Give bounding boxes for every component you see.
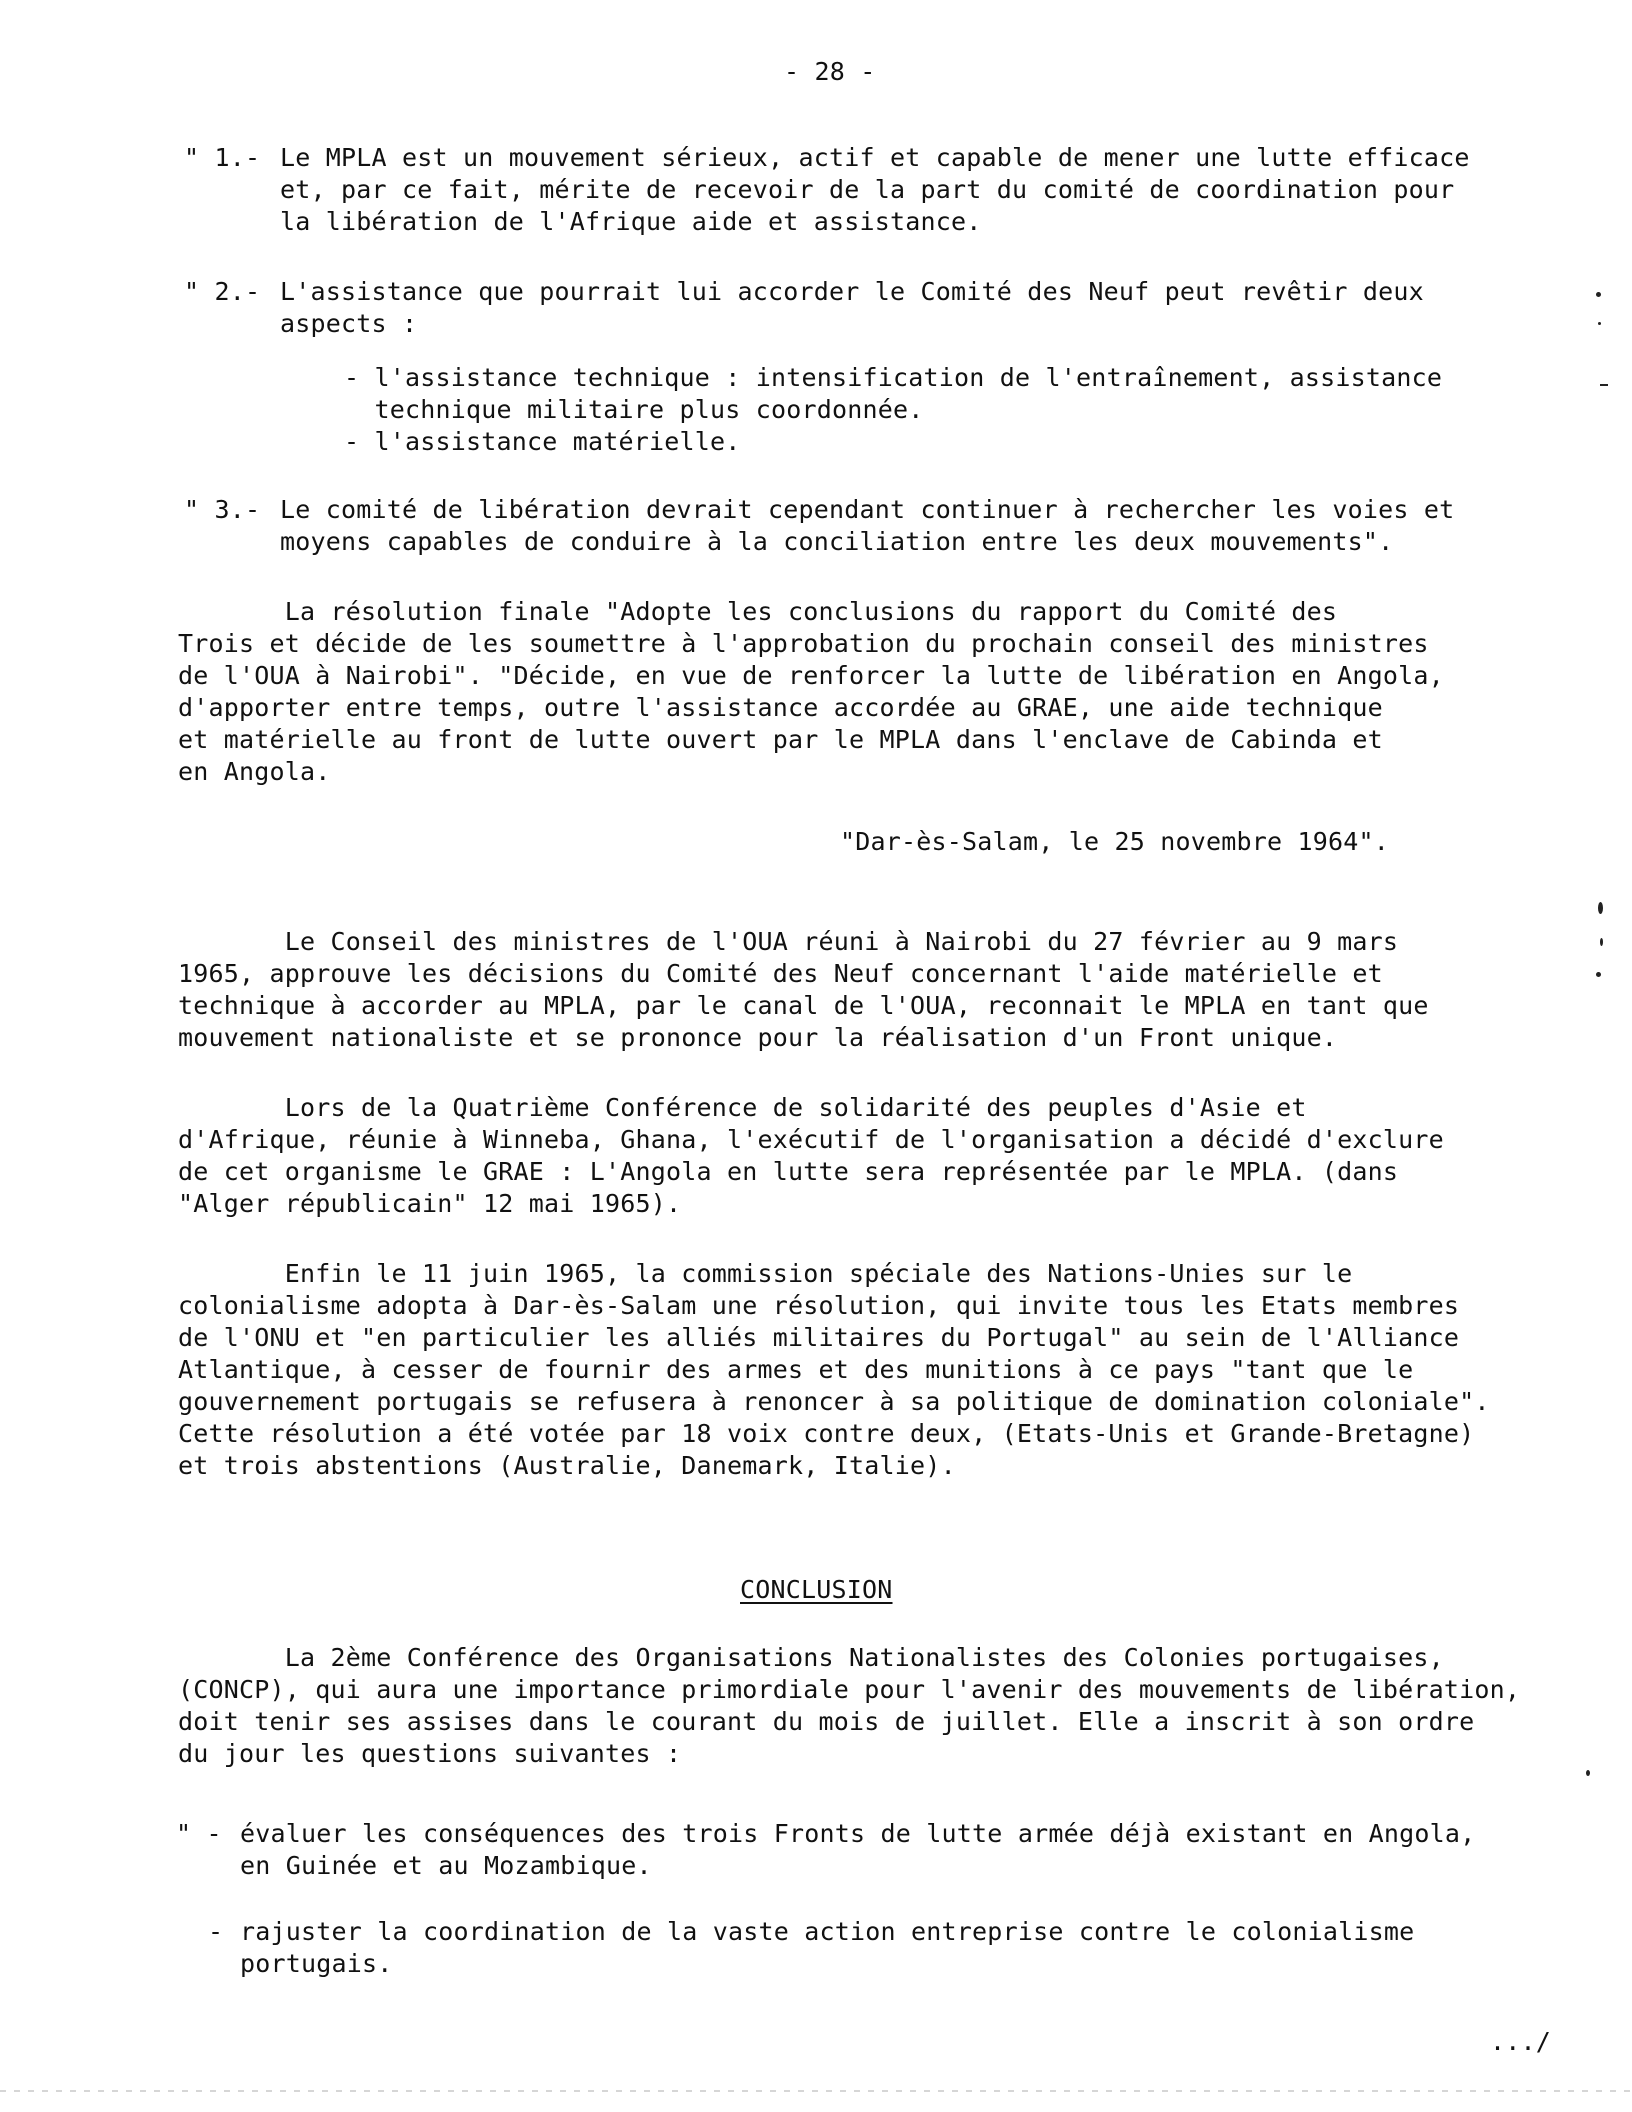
agenda-item-1-line: en Guinée et au Mozambique. (240, 1851, 652, 1880)
quote-item-2-subitem: - l'assistance technique : intensification de l'entraînement, assistance (344, 363, 1443, 392)
quote-item-1-marker: " 1.- (184, 143, 261, 172)
conclusion-heading: CONCLUSION (740, 1575, 893, 1604)
paragraph-line: Trois et décide de les soumettre à l'approbation du prochain conseil des ministres (178, 629, 1429, 658)
quote-item-3-marker: " 3.- (184, 495, 261, 524)
agenda-item-2-line: portugais. (240, 1949, 393, 1978)
paragraph-line: en Angola. (178, 757, 331, 786)
quote-item-1-line: Le MPLA est un mouvement sérieux, actif et capable de mener une lutte efficace (280, 143, 1470, 172)
agenda-item-2-line: rajuster la coordination de la vaste action entreprise contre le colonialisme (240, 1917, 1415, 1946)
paragraph-line: technique à accorder au MPLA, par le canal de l'OUA, reconnait le MPLA en tant que (178, 991, 1429, 1020)
quote-item-2-subitem: technique militaire plus coordonnée. (344, 395, 924, 424)
quote-item-2-subitem: - l'assistance matérielle. (344, 427, 741, 456)
paragraph-line: Cette résolution a été votée par 18 voix contre deux, (Etats-Unis et Grande-Bretagne) (178, 1419, 1475, 1448)
paragraph-line: Atlantique, à cesser de fournir des armes et des munitions à ce pays "tant que le (178, 1355, 1414, 1384)
continuation-mark: .../ (1490, 2027, 1552, 2056)
quote-item-2-line: L'assistance que pourrait lui accorder le Comité des Neuf peut revêtir deux (280, 277, 1424, 306)
quote-item-3-line: Le comité de libération devrait cependant continuer à rechercher les voies et (280, 495, 1455, 524)
paragraph-line: doit tenir ses assises dans le courant du mois de juillet. Elle a inscrit à son ordre (178, 1707, 1475, 1736)
paragraph-line: La résolution finale "Adopte les conclusions du rapport du Comité des (178, 597, 1338, 626)
scan-speck (1598, 322, 1601, 325)
quote-item-2-line: aspects : (280, 309, 418, 338)
paragraph-line: colonialisme adopta à Dar-ès-Salam une résolution, qui invite tous les Etats membres (178, 1291, 1460, 1320)
paragraph-line: mouvement nationaliste et se prononce pour la réalisation d'un Front unique. (178, 1023, 1338, 1052)
paragraph-line: "Alger républicain" 12 mai 1965). (178, 1189, 682, 1218)
agenda-item-1-line: évaluer les conséquences des trois Fronts de lutte armée déjà existant en Angola, (240, 1819, 1476, 1848)
paragraph-line: gouvernement portugais se refusera à renoncer à sa politique de domination coloniale". (178, 1387, 1490, 1416)
quote-item-1-line: et, par ce fait, mérite de recevoir de la part du comité de coordination pour (280, 175, 1455, 204)
page-number: - 28 - (784, 57, 876, 86)
paragraph-line: de l'OUA à Nairobi". "Décide, en vue de renforcer la lutte de libération en Angola, (178, 661, 1444, 690)
scan-speck (1596, 972, 1601, 977)
paragraph-line: Enfin le 11 juin 1965, la commission spéciale des Nations-Unies sur le (178, 1259, 1353, 1288)
paragraph-line: de cet organisme le GRAE : L'Angola en lutte sera représentée par le MPLA. (dans (178, 1157, 1399, 1186)
agenda-item-1-marker: " - (176, 1819, 222, 1848)
paragraph-line: (CONCP), qui aura une importance primordiale pour l'avenir des mouvements de libération, (178, 1675, 1521, 1704)
paragraph-line: de l'ONU et "en particulier les alliés militaires du Portugal" au sein de l'Alliance (178, 1323, 1460, 1352)
paragraph-line: et matérielle au front de lutte ouvert par le MPLA dans l'enclave de Cabinda et (178, 725, 1383, 754)
paragraph-line: et trois abstentions (Australie, Danemark, Italie). (178, 1451, 956, 1480)
paragraph-line: du jour les questions suivantes : (178, 1739, 682, 1768)
scan-speck (1596, 292, 1601, 297)
paragraph-line: La 2ème Conférence des Organisations Nationalistes des Colonies portugaises, (178, 1643, 1444, 1672)
scan-speck (1600, 938, 1603, 946)
agenda-item-2-marker: - (208, 1917, 224, 1946)
quote-item-1-line: la libération de l'Afrique aide et assistance. (280, 207, 982, 236)
scan-speck (1598, 902, 1603, 914)
paragraph-line: 1965, approuve les décisions du Comité des Neuf concernant l'aide matérielle et (178, 959, 1383, 988)
paragraph-line: Le Conseil des ministres de l'OUA réuni à Nairobi du 27 février au 9 mars (178, 927, 1399, 956)
quote-item-3-line: moyens capables de conduire à la conciliation entre les deux mouvements". (280, 527, 1394, 556)
quote-item-2-marker: " 2.- (184, 277, 261, 306)
paragraph-line: Lors de la Quatrième Conférence de solidarité des peuples d'Asie et (178, 1093, 1307, 1122)
paragraph-line: d'apporter entre temps, outre l'assistance accordée au GRAE, une aide technique (178, 693, 1383, 722)
paragraph-line: d'Afrique, réunie à Winneba, Ghana, l'exécutif de l'organisation a décidé d'exclure (178, 1125, 1444, 1154)
scan-speck (1586, 1770, 1590, 1776)
scan-edge (0, 2090, 1632, 2092)
scan-speck (1600, 384, 1608, 386)
dateline: "Dar-ès-Salam, le 25 novembre 1964". (840, 827, 1390, 856)
